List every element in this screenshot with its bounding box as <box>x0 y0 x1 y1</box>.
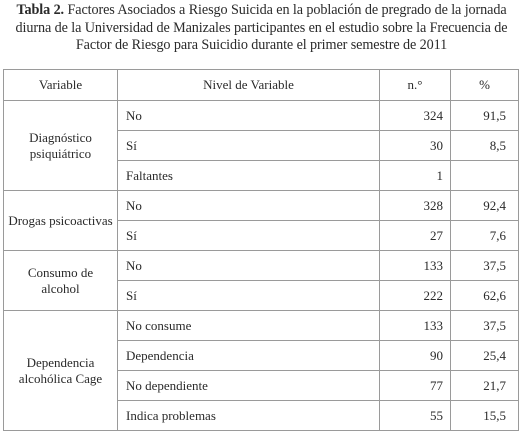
level-cell: No consume <box>118 311 380 341</box>
table-body <box>4 101 519 431</box>
level-cell: No <box>118 191 380 221</box>
n-cell: 324 <box>380 101 451 131</box>
n-cell: 133 <box>380 311 451 341</box>
pct-cell <box>451 161 519 191</box>
pct-cell: 25,4 <box>451 341 519 371</box>
level-cell: No dependiente <box>118 371 380 401</box>
variable-cell: Diagnóstico psiquiátrico <box>4 101 118 191</box>
level-cell: Indica problemas <box>118 401 380 431</box>
header-nivel: Nivel de Variable <box>118 70 380 101</box>
pct-cell: 37,5 <box>451 251 519 281</box>
pct-cell: 92,4 <box>451 191 519 221</box>
n-cell: 133 <box>380 251 451 281</box>
pct-cell: 91,5 <box>451 101 519 131</box>
pct-cell: 21,7 <box>451 371 519 401</box>
level-cell: Faltantes <box>118 161 380 191</box>
pct-cell: 15,5 <box>451 401 519 431</box>
table-row <box>4 311 519 341</box>
level-cell: Sí <box>118 281 380 311</box>
header-variable: Variable <box>4 70 118 101</box>
n-cell: 328 <box>380 191 451 221</box>
table-caption <box>4 2 519 55</box>
level-cell: Sí <box>118 221 380 251</box>
n-cell: 1 <box>380 161 451 191</box>
n-cell: 27 <box>380 221 451 251</box>
caption-label: Tabla 2. <box>16 2 65 18</box>
header-n: n.° <box>380 70 451 101</box>
risk-factors-table <box>3 69 519 431</box>
level-cell: Dependencia <box>118 341 380 371</box>
table-row <box>4 251 519 281</box>
header-row <box>4 70 519 101</box>
pct-cell: 37,5 <box>451 311 519 341</box>
level-cell: No <box>118 101 380 131</box>
variable-cell: Consumo de alcohol <box>4 251 118 311</box>
level-cell: No <box>118 251 380 281</box>
table-row <box>4 191 519 221</box>
n-cell: 77 <box>380 371 451 401</box>
table-header <box>4 70 519 101</box>
pct-cell: 62,6 <box>451 281 519 311</box>
variable-cell: Dependencia alcohólica Cage <box>4 311 118 431</box>
n-cell: 90 <box>380 341 451 371</box>
variable-cell: Drogas psicoactivas <box>4 191 118 251</box>
n-cell: 30 <box>380 131 451 161</box>
caption-text: Factores Asociados a Riesgo Suicida en la población de pregrado de la jornada diurna de la Universidad de Manizales participantes en el estudio sobre la Frecuencia de Factor de Riesgo para Suicidio durante el primer semestre de 2011 <box>15 2 508 53</box>
table-row <box>4 101 519 131</box>
n-cell: 55 <box>380 401 451 431</box>
pct-cell: 8,5 <box>451 131 519 161</box>
level-cell: Sí <box>118 131 380 161</box>
header-pct: % <box>451 70 519 101</box>
pct-cell: 7,6 <box>451 221 519 251</box>
n-cell: 222 <box>380 281 451 311</box>
